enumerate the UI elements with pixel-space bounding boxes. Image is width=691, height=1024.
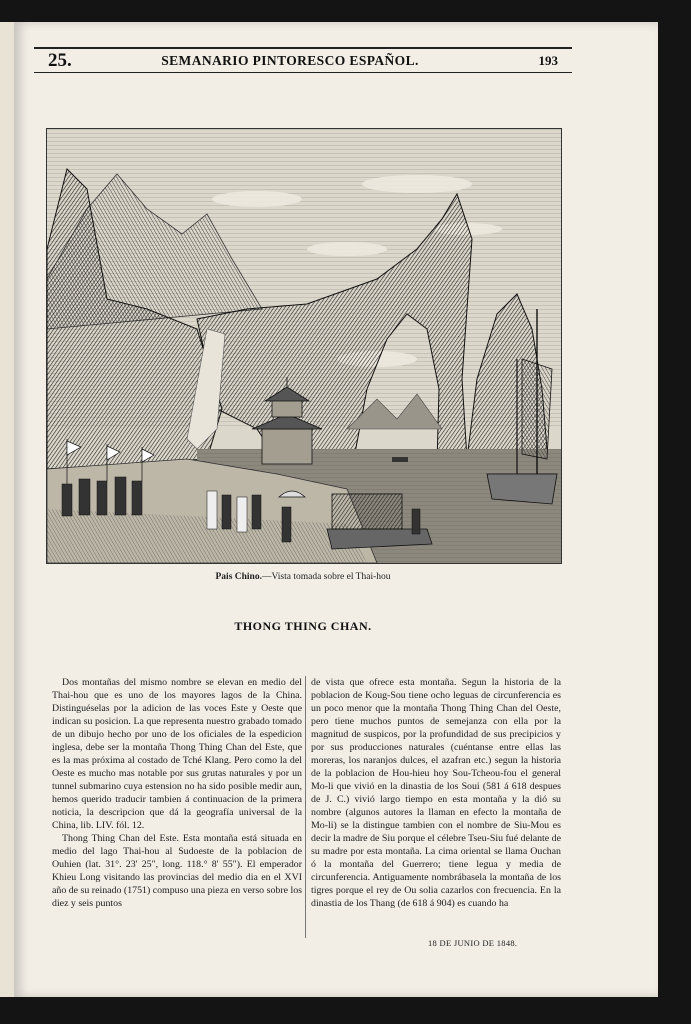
caption-place: Pais Chino. (215, 572, 262, 582)
header-rule-top (34, 47, 572, 49)
page-number: 193 (538, 53, 558, 68)
article-title: THONG THING CHAN. (234, 619, 372, 633)
figure-caption (46, 572, 560, 582)
issue-number: 25. (48, 50, 72, 71)
caption-text: —Vista tomada sobre el Thai-hou (261, 572, 391, 582)
paragraph: Dos montañas del mismo nombre se elevan en medio del Thai-hou que es uno de los mayores lagos de la China. Distinguéselas por la adicion de las voces Este y Oeste que indican su posicion. La que representa nuestro grabado tomado de un dibujo hecho por uno de los oficiales de la espedicion inglesa, debe ser la montaña Thong Thing Chan del Este, que es la mas próxima al costado de Tché Klang. Pero como la del Oeste es mucho mas notable por sus grutas naturales y por un tunnel submarino cuya estension no ha sido posible medir aun, hemos querido traducir tambien á continuacion de la primera noticia, la descripcion que dá la geografía universal de la China, lib. LIV. fól. 12. (52, 677, 302, 831)
text-column-right (311, 676, 561, 910)
adjacent-page-edge (0, 22, 14, 997)
small-boat (392, 457, 408, 462)
publication-title: SEMANARIO PINTORESCO ESPAÑOL. (161, 53, 419, 68)
date-line: 18 DE JUNIO DE 1848. (428, 938, 518, 948)
text-column-left (52, 676, 302, 910)
paragraph: de vista que ofrece esta montaña. Segun la historia de la poblacion de Koug-Sou tiene ocho leguas de circunferencia es un poco menor que la montaña Thong Thing Chan del Oeste, pero tiene muchos puntos de semejanza con ella por la magnitud de suspicos, por la profundidad de sus precipicios y por sus producciones naturales (cuéntanse entre ellas las moreras, los naranjos dulces, el azafran etc.) segun la historia de la poblacion de Hou-hieu hoy Sou-Tcheou-fou el general Mo-li que vivió en la dinastia de los Soui (581 á 618 despues de J. C.) vivió largo tiempo en esta montaña y la dió su nombre (algunos autores la llaman en efecto la montaña de Mo-li) se la distingue tambien con el nombre de Siu-Mou es decir la madre de Siu porque el célebre Tseu-Siu fué delante de su madre por esta montaña. La cima oriental se llama Ouchan ó la montaña del Guerrero; tiene legua y media de circunferencia. Antiguamente nombrábasela la montaña de los tigres porque el rey de Ou solia cazarlos con frecuencia. En la dinastia de los Thang (de 618 á 904) es cuando ha (311, 677, 561, 909)
paragraph: Thong Thing Chan del Este. Esta montaña está situada en medio del lago Thai-hou al Sudoeste de la poblacion de Ouhien (lat. 31°. 23' 25", long. 118.° 8' 55"). El emperador Khieu Long visitando las provincias del medio dia en el XVI año de su reinado (1751) compuso una pieza en verso sobre los diez y seis puntos (52, 833, 302, 909)
column-divider (305, 676, 306, 938)
engraving-illustration (46, 128, 562, 564)
header-rule-bottom (34, 72, 572, 73)
